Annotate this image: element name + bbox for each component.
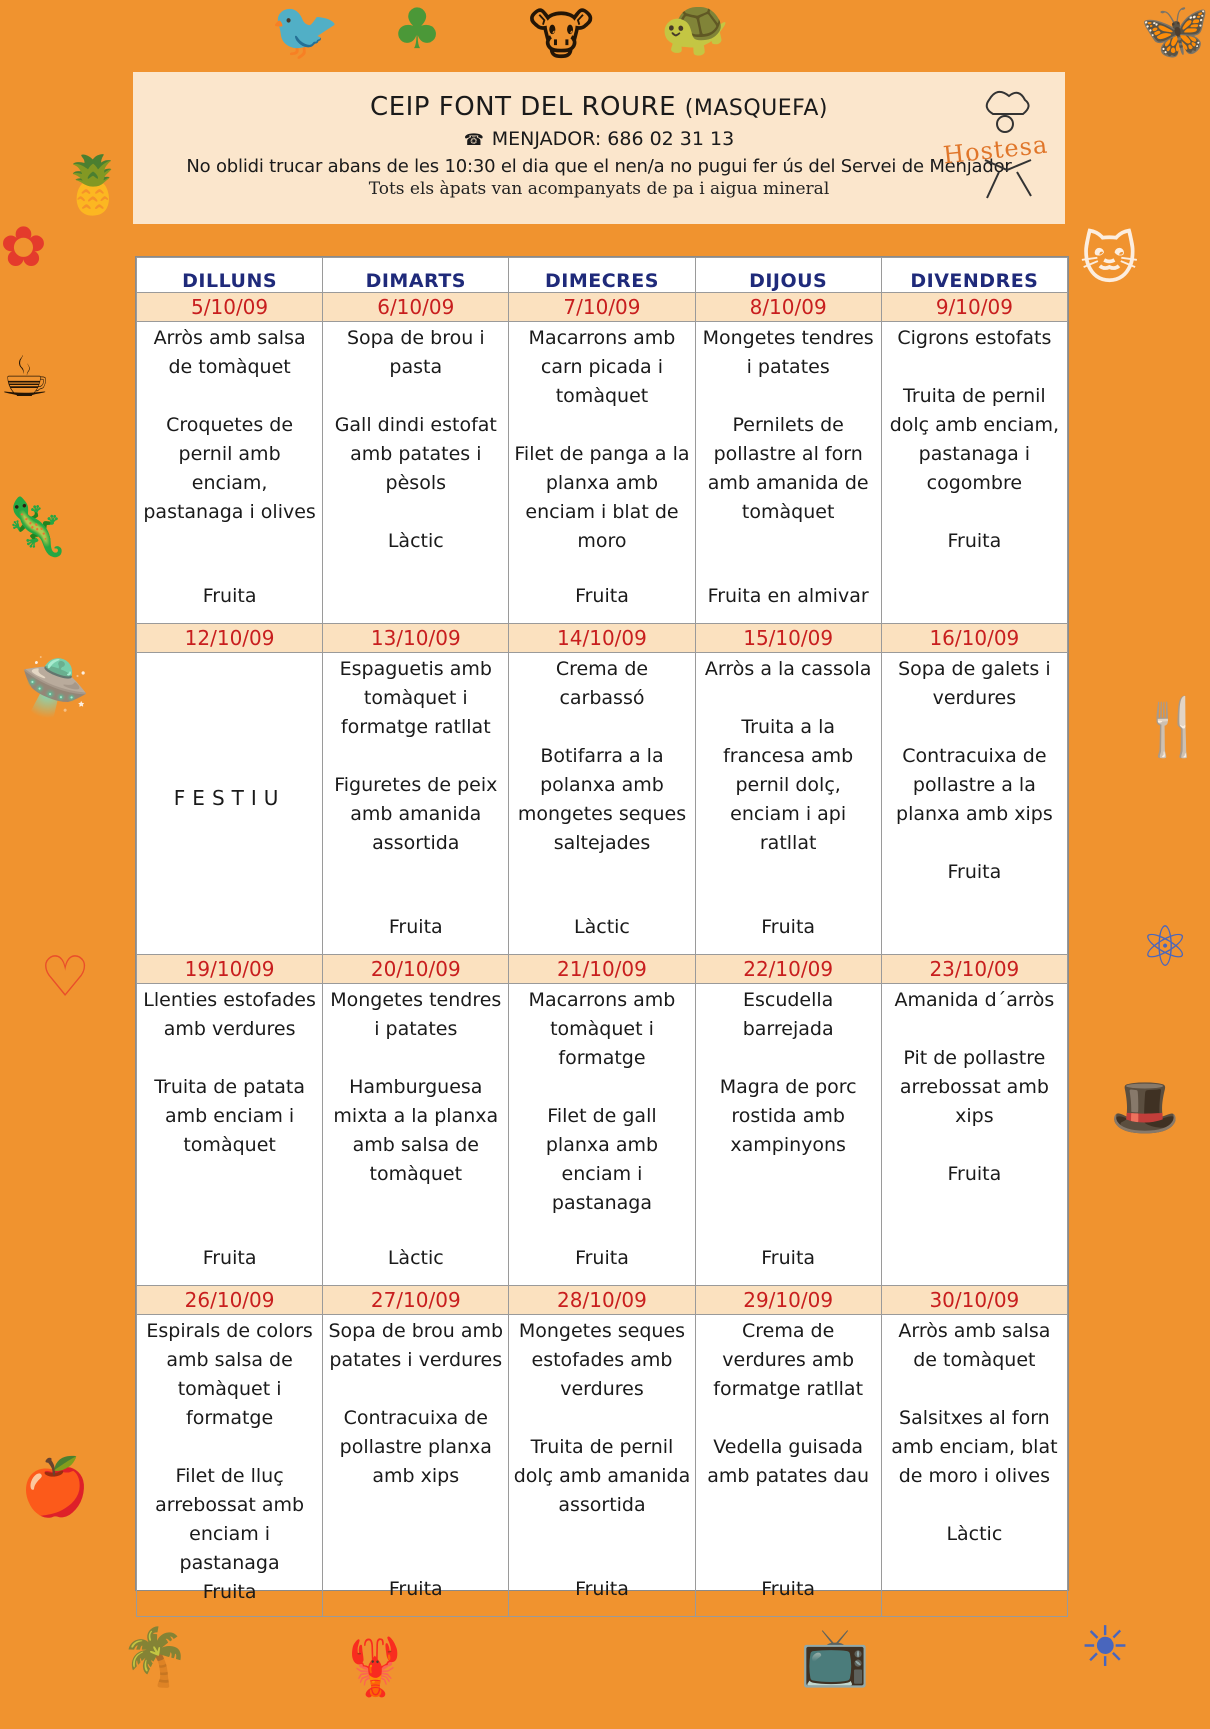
dish-item: Crema de carbassó [555, 658, 649, 709]
dish-item: Contracuixa de pollastre planxa amb xips [339, 1407, 492, 1487]
dessert-item: Làctic [387, 1247, 444, 1269]
dish-item: Filet de panga a la planxa amb enciam i blat de moro [514, 443, 690, 552]
clover-icon: ♣ [392, 0, 443, 62]
school-name: CEIP FONT DEL ROURE [370, 92, 677, 122]
date-cell: 22/10/09 [695, 955, 881, 984]
dish-item: Mongetes seques estofades amb verdures [518, 1320, 686, 1400]
dish-item: Filet de gall planxa amb enciam i pastanaga [545, 1105, 659, 1214]
gecko-icon: 🦎 [0, 495, 70, 560]
pineapple-icon: 🍍 [58, 153, 128, 218]
dish-item: Amanida d´arròs [894, 989, 1055, 1011]
menu-cell [509, 1315, 695, 1617]
dessert-item: Fruita [202, 1247, 257, 1269]
dish-item: Espaguetis amb tomàquet i formatge ratllat [339, 658, 492, 738]
heart-icon: ♡ [40, 945, 91, 1010]
menu-row [137, 653, 1068, 955]
dish-item: Arròs amb salsa de tomàquet [153, 327, 306, 378]
date-cell: 13/10/09 [323, 624, 509, 653]
menu-cell [137, 322, 323, 624]
butterfly-icon: 🦋 [1140, 0, 1210, 64]
ufo-icon: 🛸 [20, 655, 90, 720]
menu-cell [881, 322, 1067, 624]
school-title [133, 92, 1065, 122]
dish-item: Filet de lluç arrebossat amb enciam i pastanaga [155, 1465, 305, 1574]
school-town: (MASQUEFA) [684, 96, 828, 121]
phone-text: MENJADOR: 686 02 31 13 [491, 128, 735, 150]
dessert-item: Fruita en almivar [707, 585, 869, 607]
dish-item: Botifarra a la polanxa amb mongetes seques saltejades [517, 745, 687, 854]
dish-item: Làctic [387, 530, 444, 552]
dish-item: Mongetes tendres i patates [702, 327, 874, 378]
dessert-item: Fruita [761, 1247, 816, 1269]
date-cell: 23/10/09 [881, 955, 1067, 984]
menu-cell [881, 1315, 1067, 1617]
cat-icon: 🐱 [1080, 227, 1139, 292]
dish-item: Pit de pollastre arrebossat amb xips [899, 1047, 1049, 1127]
dish-item: Fruita [947, 1163, 1002, 1185]
menu-cell [137, 1315, 323, 1617]
date-cell: 14/10/09 [509, 624, 695, 653]
dessert-item: Fruita [761, 1578, 816, 1600]
menu-cell [695, 1315, 881, 1617]
day-header: DILLUNS [137, 258, 323, 293]
menu-cell [695, 322, 881, 624]
menu-cell [881, 653, 1067, 955]
dish-item: Arròs amb salsa de tomàquet [898, 1320, 1051, 1371]
menu-cell [695, 984, 881, 1286]
dessert-item: Fruita [202, 1581, 257, 1603]
dish-item: Truita a la francesa amb pernil dolç, enciam i api ratllat [723, 716, 854, 854]
menu-cell [509, 653, 695, 955]
dish-item: Croquetes de pernil amb enciam, pastanaga i olives [143, 414, 316, 523]
dish-item: Fruita [947, 530, 1002, 552]
menu-row [137, 322, 1068, 624]
day-header-row [137, 258, 1068, 293]
date-cell: 12/10/09 [137, 624, 323, 653]
menu-table [136, 257, 1068, 1617]
dish-item: Contracuixa de pollastre a la planxa amb xips [896, 745, 1053, 825]
date-cell: 8/10/09 [695, 293, 881, 322]
menu-cell [881, 984, 1067, 1286]
dish-item: Macarrons amb tomàquet i formatge [528, 989, 676, 1069]
dessert-item: Làctic [574, 916, 630, 938]
phone-icon: ☎ [463, 130, 484, 149]
menu-cell [323, 1315, 509, 1617]
dish-item: Sopa de galets i verdures [898, 658, 1051, 709]
menu-body [137, 293, 1068, 1617]
apple-icon: 🍎 [20, 1455, 90, 1520]
date-cell: 16/10/09 [881, 624, 1067, 653]
holiday-label: FESTIU [173, 786, 286, 810]
day-header: DIMECRES [509, 258, 695, 293]
meals-note: Tots els àpats van acompanyats de pa i aigua mineral [368, 179, 830, 199]
menu-cell [137, 984, 323, 1286]
dish-item: Truita de pernil dolç amb enciam, pastanaga i cogombre [889, 385, 1060, 494]
flower-icon: ✿ [0, 215, 47, 280]
dish-item: Vedella guisada amb patates dau [707, 1436, 870, 1487]
dish-item: Hamburguesa mixta a la planxa amb salsa de tomàquet [333, 1076, 499, 1185]
menu-cell [323, 653, 509, 955]
phone-line [133, 128, 1065, 150]
dessert-item: Fruita [202, 585, 257, 607]
date-cell: 26/10/09 [137, 1286, 323, 1315]
logo-text: Hostesa [941, 130, 1050, 170]
menu-cell [695, 653, 881, 955]
dish-item: Truita de pernil dolç amb amanida assortida [513, 1436, 691, 1516]
date-row [137, 624, 1068, 653]
dish-item: Figuretes de peix amb amanida assortida [334, 774, 498, 854]
dish-item: Llenties estofades amb verdures [143, 989, 316, 1040]
dish-item: Fruita [947, 861, 1002, 883]
dessert-item: Fruita [761, 916, 816, 938]
hat-icon: 🎩 [1110, 1075, 1180, 1140]
sun-icon: ☀ [1080, 1615, 1131, 1680]
dish-item: Pernilets de pollastre al forn amb amanida de tomàquet [707, 414, 869, 523]
cow-icon: 🐮 [528, 3, 595, 68]
date-cell: 9/10/09 [881, 293, 1067, 322]
day-header: DIMARTS [323, 258, 509, 293]
date-row [137, 955, 1068, 984]
dish-item: Salsitxes al forn amb enciam, blat de moro i olives [891, 1407, 1058, 1487]
dessert-item: Fruita [388, 1578, 443, 1600]
palm-icon: 🌴 [120, 1625, 190, 1690]
dish-item: Truita de patata amb enciam i tomàquet [154, 1076, 305, 1156]
bird-icon: 🐦 [270, 0, 340, 64]
day-header: DIVENDRES [881, 258, 1067, 293]
date-cell: 20/10/09 [323, 955, 509, 984]
dish-item: Macarrons amb carn picada i tomàquet [528, 327, 676, 407]
dessert-item: Fruita [388, 916, 443, 938]
menu-header [133, 72, 1065, 224]
date-cell: 28/10/09 [509, 1286, 695, 1315]
day-header: DIJOUS [695, 258, 881, 293]
dish-item: Espirals de colors amb salsa de tomàquet i formatge [146, 1320, 313, 1429]
tv-icon: 📺 [800, 1625, 870, 1690]
weekly-menu [135, 256, 1069, 1603]
dish-item: Arròs a la cassola [704, 658, 872, 680]
menu-cell [509, 322, 695, 624]
call-notice: No oblidi trucar abans de les 10:30 el dia que el nen/a no pugui fer ús del Servei de Menjador [186, 156, 1012, 177]
date-row [137, 1286, 1068, 1315]
dish-item: Làctic [946, 1523, 1003, 1545]
menu-cell [137, 653, 323, 955]
date-cell: 19/10/09 [137, 955, 323, 984]
dish-item: Mongetes tendres i patates [330, 989, 502, 1040]
date-cell: 15/10/09 [695, 624, 881, 653]
cutlery-icon: 🍴 [1138, 695, 1208, 760]
date-cell: 5/10/09 [137, 293, 323, 322]
cup-icon: ☕ [0, 345, 51, 410]
menu-cell [323, 984, 509, 1286]
menu-cell [509, 984, 695, 1286]
turtle-icon: 🐢 [660, 0, 730, 60]
hostesa-logo [941, 80, 1059, 200]
date-row [137, 293, 1068, 322]
menu-row [137, 984, 1068, 1286]
dish-item: Cigrons estofats [897, 327, 1052, 349]
dish-item: Crema de verdures amb formatge ratllat [713, 1320, 864, 1400]
date-cell: 30/10/09 [881, 1286, 1067, 1315]
dessert-item: Fruita [575, 1578, 629, 1600]
dish-item: Escudella barrejada [742, 989, 834, 1040]
dish-item: Sopa de brou i pasta [346, 327, 485, 378]
dish-item: Sopa de brou amb patates i verdures [328, 1320, 504, 1371]
date-cell: 29/10/09 [695, 1286, 881, 1315]
date-cell: 7/10/09 [509, 293, 695, 322]
dish-item: Gall dindi estofat amb patates i pèsols [334, 414, 497, 494]
date-cell: 21/10/09 [509, 955, 695, 984]
menu-row [137, 1315, 1068, 1617]
atom-icon: ⚛ [1140, 915, 1191, 980]
menu-cell [323, 322, 509, 624]
date-cell: 6/10/09 [323, 293, 509, 322]
dessert-item: Fruita [575, 585, 629, 607]
date-cell: 27/10/09 [323, 1286, 509, 1315]
lobster-icon: 🦞 [340, 1635, 410, 1700]
dish-item: Magra de porc rostida amb xampinyons [719, 1076, 857, 1156]
dessert-item: Fruita [575, 1247, 629, 1269]
